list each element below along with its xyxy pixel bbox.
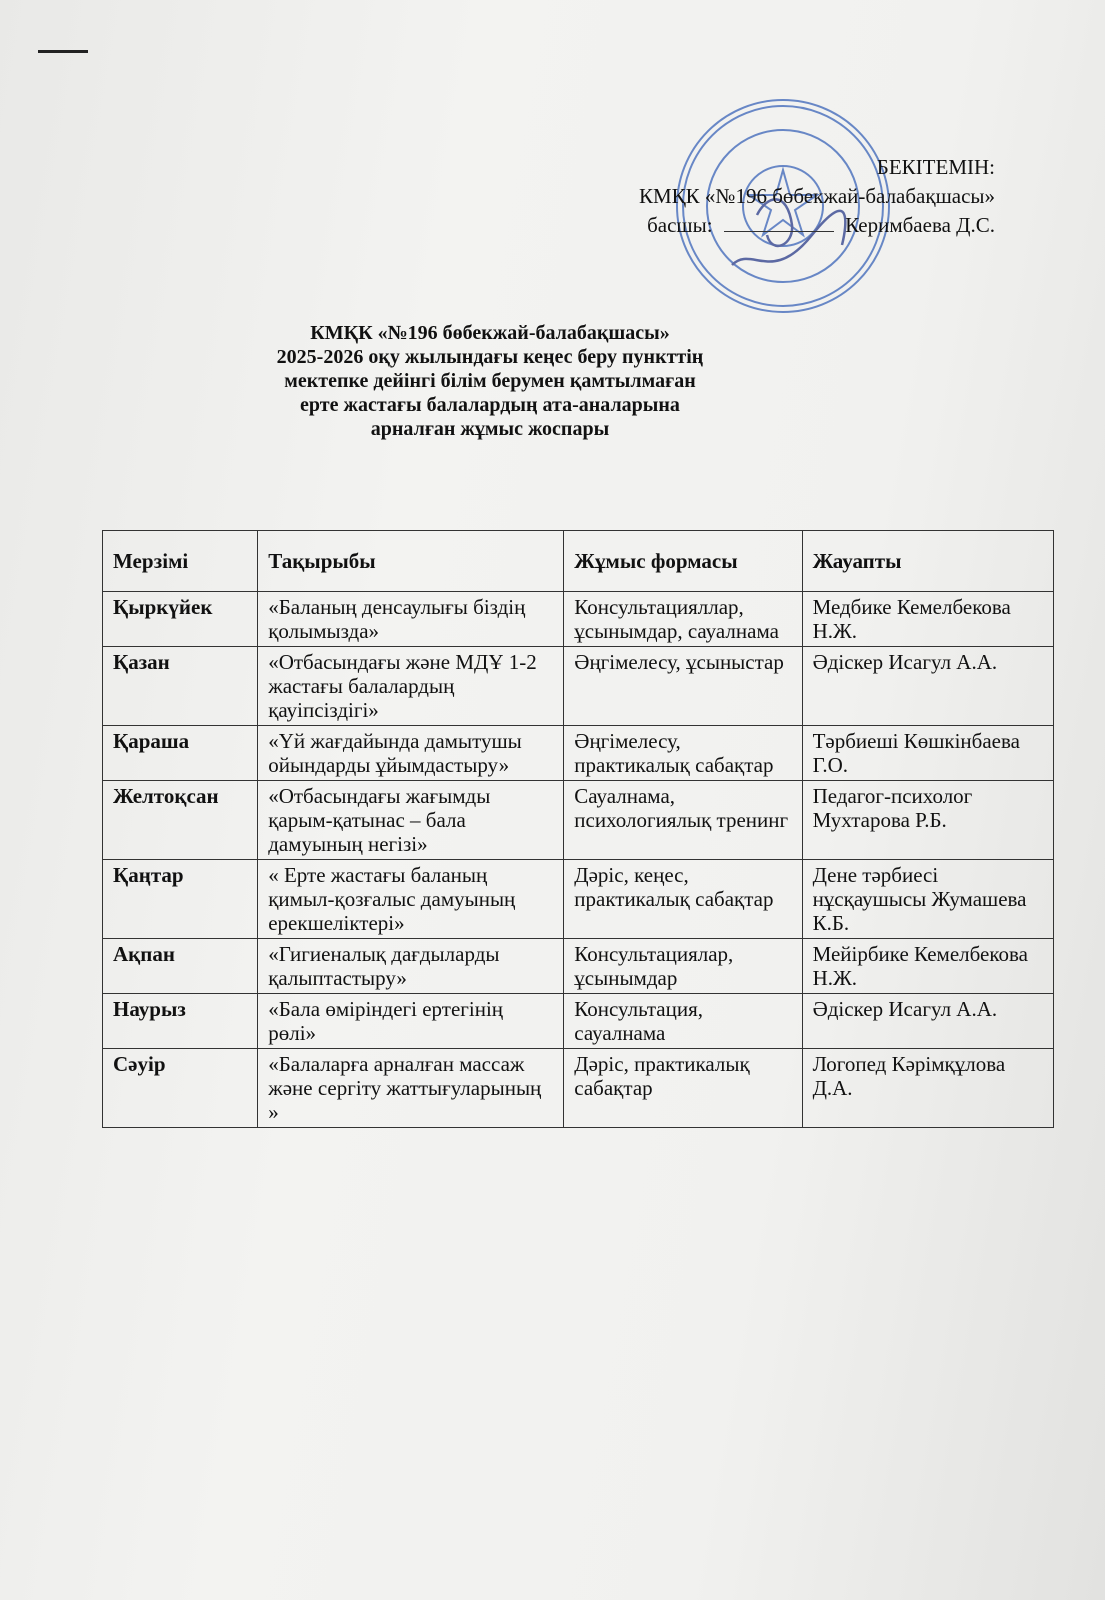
- form-cell: Консультацияллар, ұсынымдар, сауалнама: [564, 592, 802, 647]
- responsible-cell: Әдіскер Исагул А.А.: [802, 647, 1053, 726]
- title-line: КМҚК «№196 бөбекжай-балабақшасы»: [310, 322, 670, 344]
- header-cell: Тақырыбы: [258, 531, 564, 592]
- table-row: [103, 860, 1054, 939]
- topic-cell: «Баланың денсаулығы біздің қолымызда»: [258, 592, 564, 647]
- responsible-cell: Дене тәрбиесі нұсқаушысы Жумашева К.Б.: [802, 860, 1053, 939]
- form-cell: Әңгімелесу, ұсыныстар: [564, 647, 802, 726]
- approval-head-prefix: басшы:: [647, 213, 713, 237]
- top-edge-mark: [38, 50, 88, 53]
- form-cell: Әңгімелесу, практикалық сабақтар: [564, 726, 802, 781]
- work-plan-table: [102, 530, 1054, 1128]
- approval-org: КМҚК «№196 бөбекжай-балабақшасы»: [638, 184, 995, 208]
- table-row: [103, 647, 1054, 726]
- form-cell: Консультация, сауалнама: [564, 994, 802, 1049]
- month-cell: Қыркүйек: [103, 592, 258, 647]
- responsible-cell: Медбике Кемелбекова Н.Ж.: [802, 592, 1053, 647]
- title-line: ерте жастағы балалардың ата-аналарына: [300, 394, 680, 416]
- topic-cell: «Балаларға арналған массаж және сергіту жаттығуларының »: [258, 1049, 564, 1128]
- responsible-cell: Тәрбиеші Көшкінбаева Г.О.: [802, 726, 1053, 781]
- approval-label: БЕКІТЕМІН:: [876, 155, 995, 179]
- responsible-cell: Логопед Кәрімқұлова Д.А.: [802, 1049, 1053, 1128]
- topic-cell: «Отбасындағы жағымды қарым-қатынас – бала дамуының негізі»: [258, 781, 564, 860]
- header-cell: Жауапты: [802, 531, 1053, 592]
- month-cell: Желтоқсан: [103, 781, 258, 860]
- topic-cell: «Гигиеналық дағдыларды қалыптастыру»: [258, 939, 564, 994]
- month-cell: Наурыз: [103, 994, 258, 1049]
- header-cell: Мерзімі: [103, 531, 258, 592]
- title-line: арналған жұмыс жоспары: [370, 418, 610, 440]
- responsible-cell: Педагог-психолог Мухтарова Р.Б.: [802, 781, 1053, 860]
- form-cell: Консультациялар, ұсынымдар: [564, 939, 802, 994]
- approval-block: [639, 153, 995, 240]
- topic-cell: « Ерте жастағы баланың қимыл-қозғалыс дамуының ерекшеліктері»: [258, 860, 564, 939]
- approval-head-line: [639, 211, 995, 240]
- month-cell: Қараша: [103, 726, 258, 781]
- title-line: мектепке дейінгі білім берумен қамтылмаған: [284, 370, 696, 392]
- form-cell: Сауалнама, психологиялық тренинг: [564, 781, 802, 860]
- month-cell: Сәуір: [103, 1049, 258, 1128]
- table-row: [103, 994, 1054, 1049]
- table-row: [103, 592, 1054, 647]
- title-line: 2025-2026 оқу жылындағы кеңес беру пункттің: [276, 346, 704, 368]
- month-cell: Қаңтар: [103, 860, 258, 939]
- approval-head-name: Керимбаева Д.С.: [845, 213, 995, 237]
- document-title: [200, 321, 780, 441]
- table-row: [103, 781, 1054, 860]
- table-row: [103, 726, 1054, 781]
- form-cell: Дәріс, практикалық сабақтар: [564, 1049, 802, 1128]
- responsible-cell: Әдіскер Исагул А.А.: [802, 994, 1053, 1049]
- month-cell: Қазан: [103, 647, 258, 726]
- header-cell: Жұмыс формасы: [564, 531, 802, 592]
- month-cell: Ақпан: [103, 939, 258, 994]
- topic-cell: «Бала өміріндегі ертегінің рөлі»: [258, 994, 564, 1049]
- responsible-cell: Мейірбике Кемелбекова Н.Ж.: [802, 939, 1053, 994]
- table-row: [103, 1049, 1054, 1128]
- table-row: [103, 939, 1054, 994]
- signature-line: [724, 231, 834, 232]
- table-header-row: [103, 531, 1054, 592]
- topic-cell: «Үй жағдайында дамытушы ойындарды ұйымдастыру»: [258, 726, 564, 781]
- topic-cell: «Отбасындағы және МДҰ 1-2 жастағы балалардың қауіпсіздігі»: [258, 647, 564, 726]
- form-cell: Дәріс, кеңес, практикалық сабақтар: [564, 860, 802, 939]
